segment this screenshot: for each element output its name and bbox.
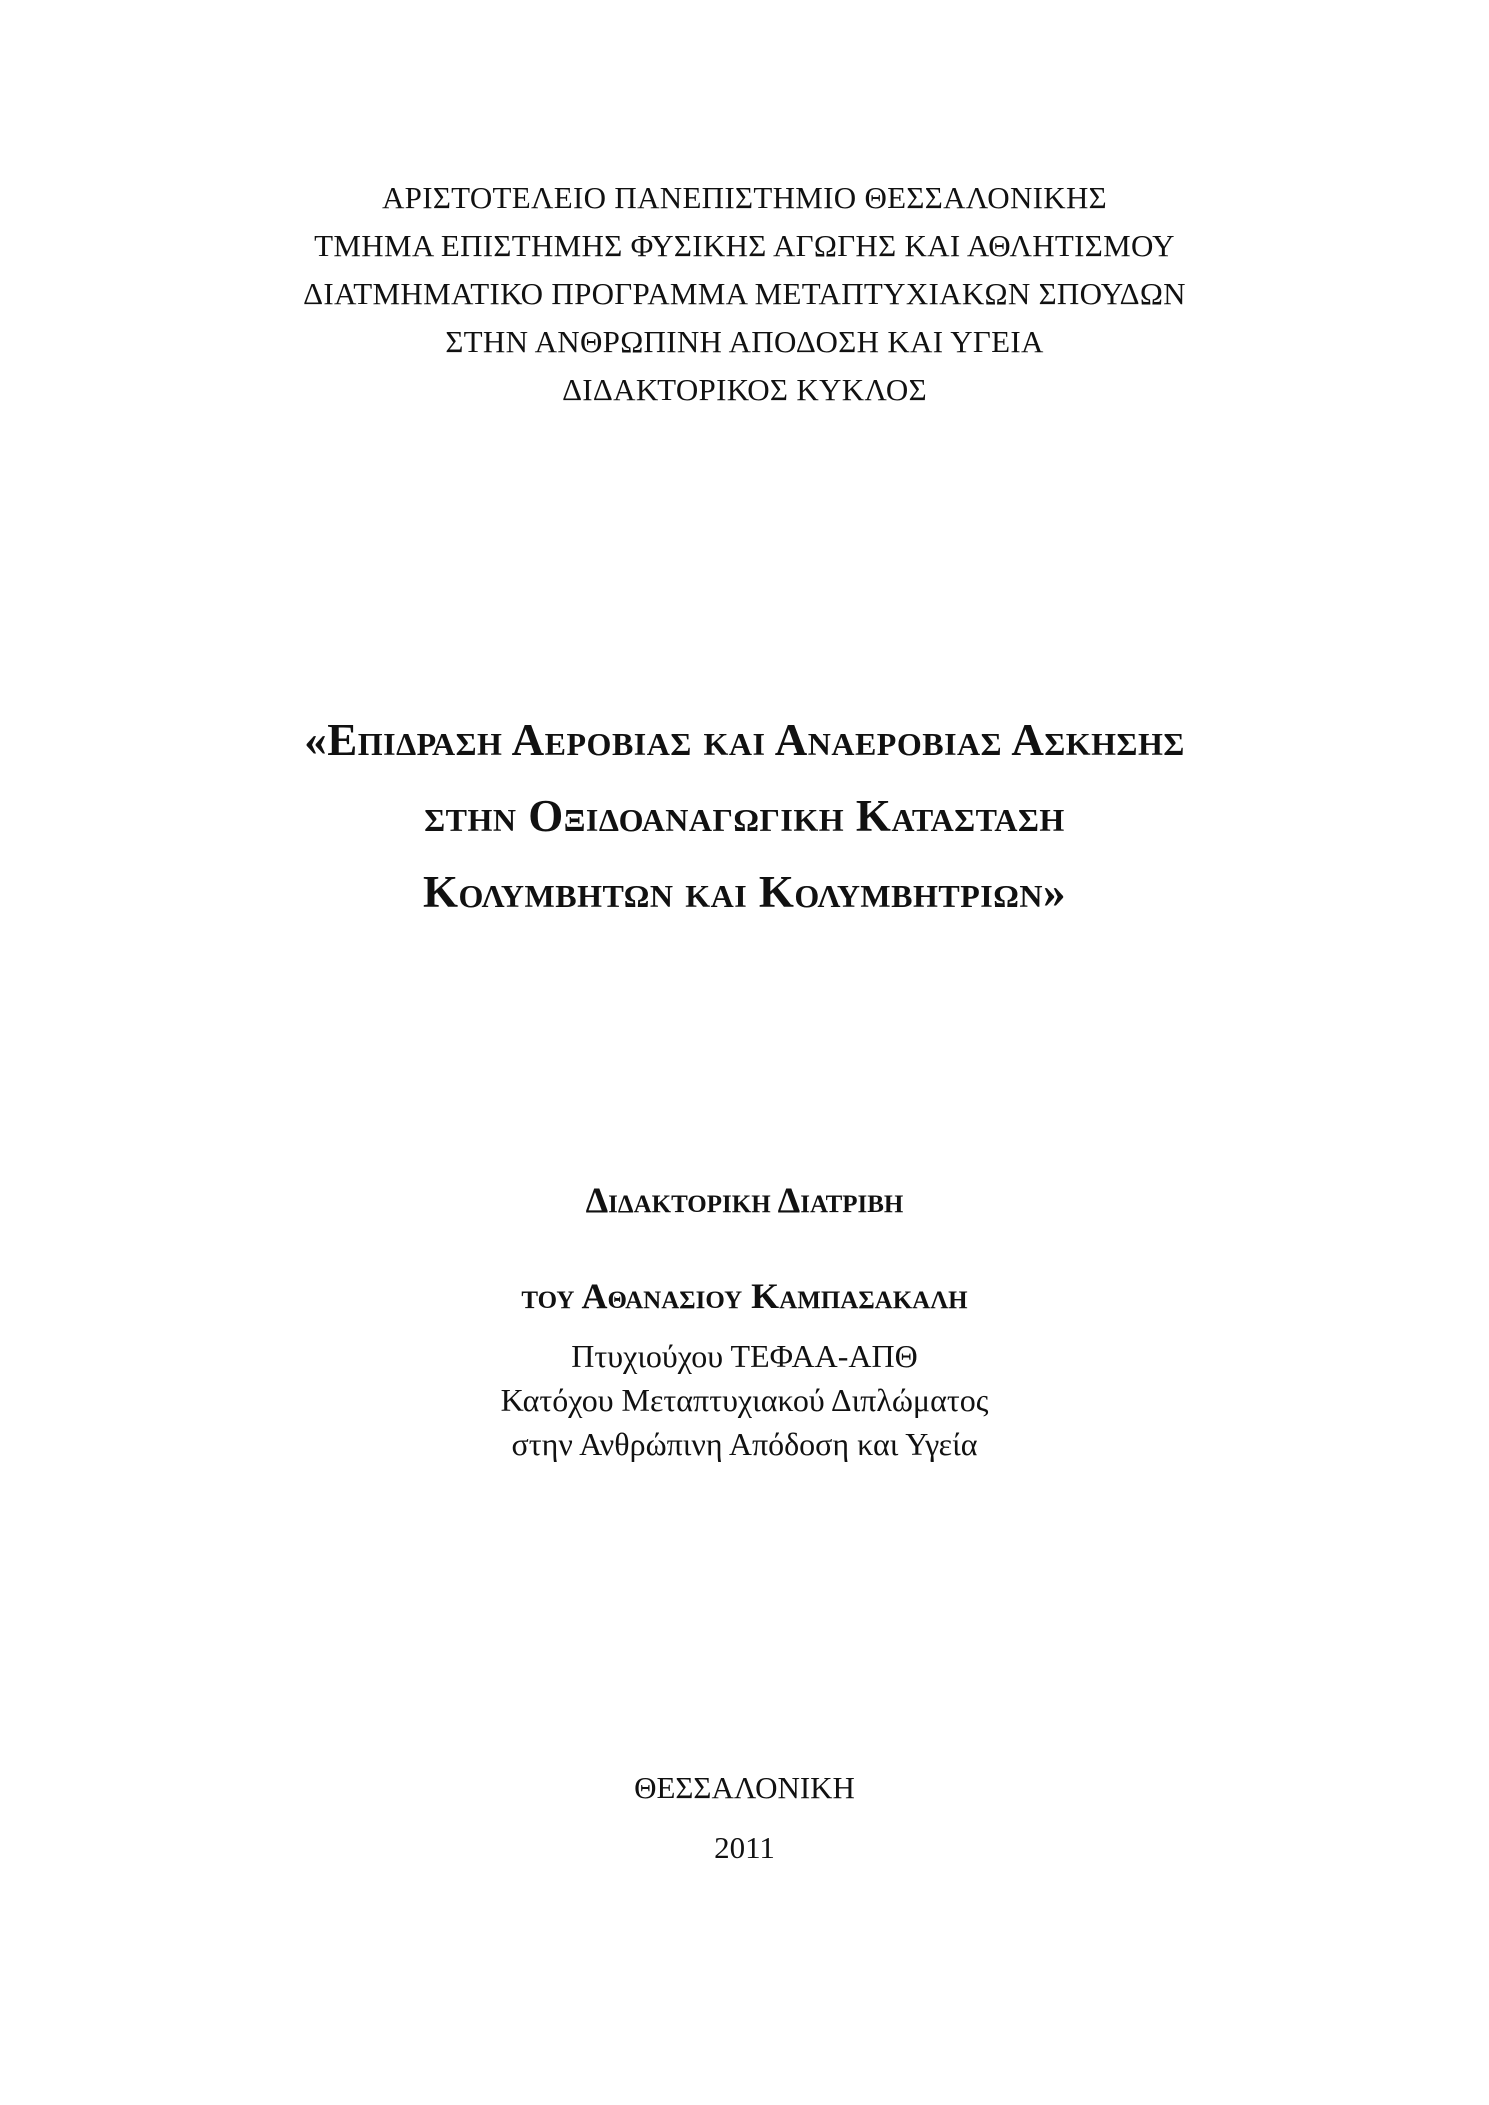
credential-line-2: Κατόχου Μεταπτυχιακού Διπλώματος: [500, 1382, 989, 1418]
credential-line-1: Πτυχιούχου ΤΕΦΑΑ-ΑΠΘ: [571, 1338, 918, 1374]
title-line-1: «Επιδραση Αεροβιας και Αναεροβιας Ασκησης: [304, 715, 1185, 765]
credential-line-3: στην Ανθρώπινη Απόδοση και Υγεία: [511, 1426, 978, 1462]
program-name: ΔΙΑΤΜΗΜΑΤΙΚΟ ΠΡΟΓΡΑΜΜΑ ΜΕΤΑΠΤΥΧΙΑΚΩΝ ΣΠΟΥΔΩΝ: [303, 276, 1186, 311]
title-line-2: στην Οξιδοαναγωγικη Κατασταση: [424, 791, 1065, 841]
author-name: του Αθανασιου Καμπασακαλη: [521, 1276, 968, 1316]
author-credentials: [0, 1334, 1489, 1466]
document-type: Διδακτορικη Διατριβη: [585, 1180, 904, 1220]
title-line-3: Κολυμβητων και Κολυμβητριων»: [423, 867, 1066, 917]
city: ΘΕΣΣΑΛΟΝΙΚΗ: [634, 1770, 855, 1805]
institution-header: [0, 174, 1489, 414]
thesis-title: [0, 702, 1489, 930]
footer: [0, 1763, 1489, 1873]
year: 2011: [714, 1830, 775, 1865]
program-subject: ΣΤΗΝ ΑΝΘΡΩΠΙΝΗ ΑΠΟΔΟΣΗ ΚΑΙ ΥΓΕΙΑ: [445, 324, 1044, 359]
department-name: ΤΜΗΜΑ ΕΠΙΣΤΗΜΗΣ ΦΥΣΙΚΗΣ ΑΓΩΓΗΣ ΚΑΙ ΑΘΛΗΤΙΣΜΟΥ: [314, 228, 1175, 263]
university-name: ΑΡΙΣΤΟΤΕΛΕΙΟ ΠΑΝΕΠΙΣΤΗΜΙΟ ΘΕΣΣΑΛΟΝΙΚΗΣ: [381, 180, 1108, 215]
cycle-name: ΔΙΔΑΚΤΟΡΙΚΟΣ ΚΥΚΛΟΣ: [562, 372, 927, 407]
